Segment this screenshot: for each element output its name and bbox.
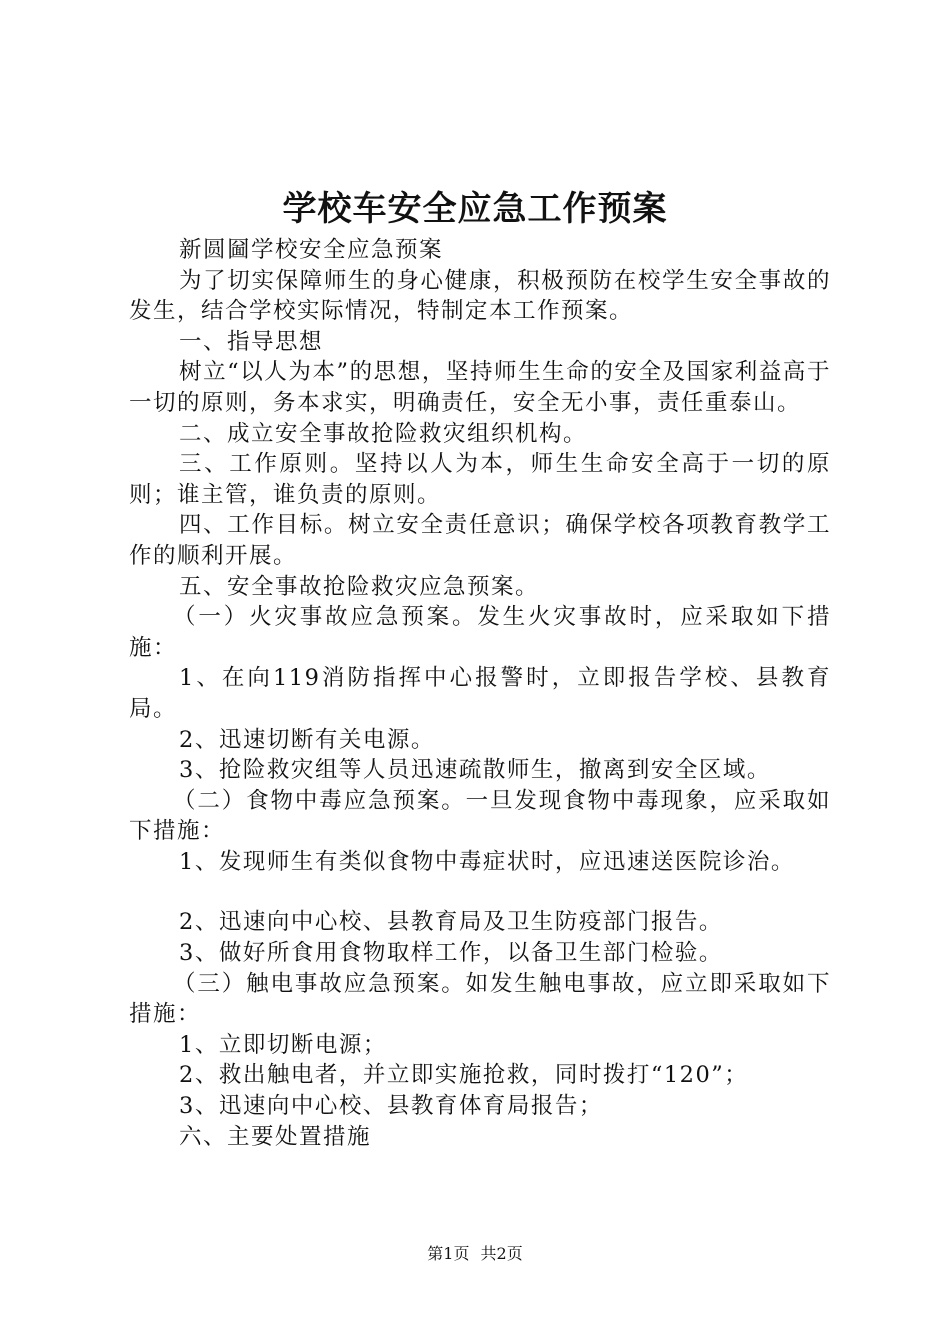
paragraph: 1、在向119消防指挥中心报警时，立即报告学校、县教育局。 — [129, 665, 831, 722]
paragraph: 一、指导思想 — [179, 328, 324, 355]
blank-line — [129, 877, 831, 907]
document-body — [129, 235, 831, 1152]
paragraph: （二）食物中毒应急预案。一旦发现食物中毒现象，应采取如下措施： — [129, 787, 831, 845]
paragraph: 六、主要处置措施 — [179, 1123, 372, 1150]
document-title: 学校车安全应急工作预案 — [282, 189, 668, 229]
paragraph: 树立“以人为本”的思想，坚持师生生命的安全及国家利益高于一切的原则，务本求实，明确责任，安全无小事，责任重泰山。 — [129, 359, 831, 416]
page-footer — [0, 1242, 950, 1266]
paragraph: 四、工作目标。树立安全责任意识；确保学校各项教育教学工作的顺利开展。 — [129, 512, 831, 569]
paragraph: 3、抢险救灾组等人员迅速疏散师生，撤离到安全区域。 — [179, 757, 771, 784]
page-total: 共2页 — [480, 1244, 523, 1263]
paragraph: 2、迅速切断有关电源。 — [179, 726, 435, 753]
paragraph: （一）火灾事故应急预案。发生火灾事故时，应采取如下措施： — [129, 604, 831, 661]
paragraph: 3、做好所食用食物取样工作，以备卫生部门检验。 — [179, 940, 723, 967]
paragraph: 3、迅速向中心校、县教育体育局报告； — [179, 1093, 603, 1120]
paragraph: 三、工作原则。坚持以人为本，师生生命安全高于一切的原则；谁主管，谁负责的原则。 — [129, 451, 831, 508]
paragraph: 1、立即切断电源； — [179, 1031, 387, 1058]
paragraph: 为了切实保障师生的身心健康，积极预防在校学生安全事故的发生，结合学校实际情况，特制定本工作预案。 — [129, 267, 831, 325]
paragraph: 2、救出触电者，并立即实施抢救，同时拨打“120”； — [179, 1062, 749, 1089]
paragraph: 1、发现师生有类似食物中毒症状时，应迅速送医院诊治。 — [179, 848, 795, 875]
page-number: 第1页 — [427, 1244, 470, 1263]
paragraph: （三）触电事故应急预案。如发生触电事故，应立即采取如下措施： — [129, 970, 831, 1028]
paragraph: 五、安全事故抢险救灾应急预案。 — [179, 573, 540, 600]
paragraph: 新圆圙学校安全应急预案 — [179, 237, 444, 263]
paragraph: 2、迅速向中心校、县教育局及卫生防疫部门报告。 — [179, 909, 723, 936]
paragraph: 二、成立安全事故抢险救灾组织机构。 — [179, 420, 588, 447]
